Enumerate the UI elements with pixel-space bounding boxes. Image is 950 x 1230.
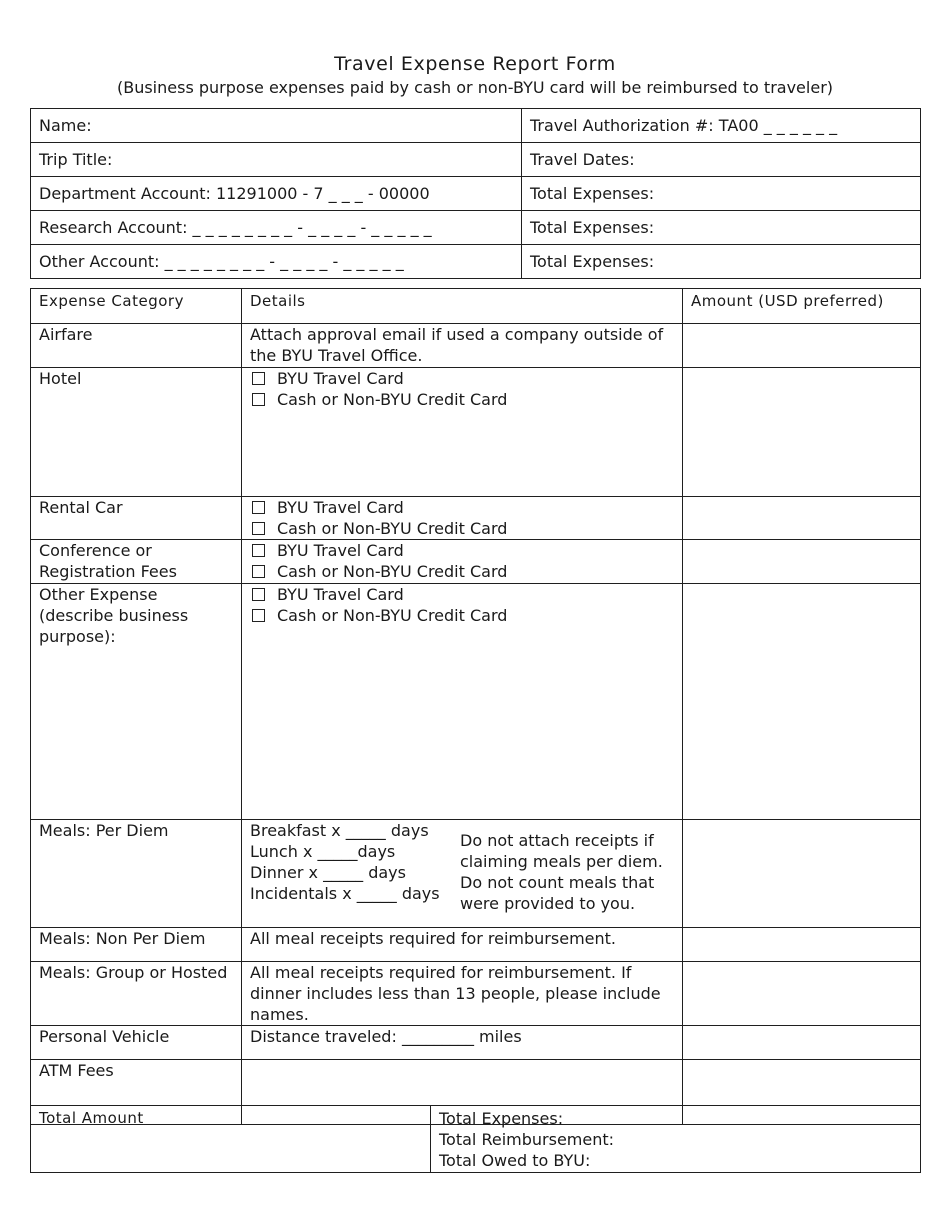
group-hosted-amount-field[interactable] — [683, 962, 921, 1026]
other-expense-details — [242, 584, 683, 820]
personal-vehicle-label: Personal Vehicle — [31, 1026, 242, 1060]
non-per-diem-details: All meal receipts required for reimbursement. — [242, 928, 683, 962]
per-diem-note-provided: Do not count meals that were provided to you. — [460, 873, 655, 913]
hotel-cash-checkbox[interactable] — [252, 393, 265, 406]
table-row — [31, 497, 921, 540]
table-row — [31, 928, 921, 962]
lunch-days-field[interactable]: Lunch x _____days — [250, 842, 396, 861]
travel-authorization-field[interactable]: Travel Authorization #: TA00 _ _ _ _ _ _ — [522, 109, 921, 143]
conference-travel-card-checkbox[interactable] — [252, 544, 265, 557]
total-expenses-field[interactable]: Total Expenses: — [439, 1109, 564, 1128]
other-account-field[interactable]: Other Account: _ _ _ _ _ _ _ _ - _ _ _ _ - _ _ _ _ _ — [31, 245, 522, 279]
hotel-travel-card-checkbox[interactable] — [252, 372, 265, 385]
other-travel-card-checkbox[interactable] — [252, 588, 265, 601]
traveler-info-table — [30, 108, 921, 279]
travel-dates-field[interactable]: Travel Dates: — [522, 143, 921, 177]
table-row — [31, 368, 921, 497]
checkbox-label: Cash or Non-BYU Credit Card — [277, 519, 508, 538]
breakfast-days-field[interactable]: Breakfast x _____ days — [250, 821, 429, 840]
checkbox-label: Cash or Non-BYU Credit Card — [277, 562, 508, 581]
table-row — [31, 820, 921, 928]
per-diem-note-receipts: Do not attach receipts if claiming meals per diem. — [460, 831, 663, 871]
checkbox-label: BYU Travel Card — [277, 369, 404, 388]
non-per-diem-label: Meals: Non Per Diem — [31, 928, 242, 962]
other-expense-label: Other Expense (describe business purpose): — [31, 584, 242, 820]
distance-traveled-field[interactable]: Distance traveled: _________ miles — [242, 1026, 683, 1060]
dinner-days-field[interactable]: Dinner x _____ days — [250, 863, 406, 882]
total-owed-field[interactable]: Total Owed to BYU: — [439, 1151, 591, 1170]
department-total-field[interactable]: Total Expenses: — [522, 177, 921, 211]
rental-car-amount-field[interactable] — [683, 497, 921, 540]
table-row — [31, 962, 921, 1026]
incidentals-days-field[interactable]: Incidentals x _____ days — [250, 884, 440, 903]
table-row — [31, 1026, 921, 1060]
conference-cash-checkbox[interactable] — [252, 565, 265, 578]
research-total-field[interactable]: Total Expenses: — [522, 211, 921, 245]
hotel-amount-field[interactable] — [683, 368, 921, 497]
airfare-details: Attach approval email if used a company outside of the BYU Travel Office. — [242, 324, 683, 368]
column-header-category: Expense Category — [31, 289, 242, 324]
total-reimbursement-field[interactable]: Total Reimbursement: — [439, 1130, 615, 1149]
totals-fields — [431, 1106, 921, 1173]
expense-table — [30, 288, 921, 1125]
trip-title-field[interactable]: Trip Title: — [31, 143, 522, 177]
total-amount-label: Total Amount — [31, 1106, 431, 1173]
per-diem-label: Meals: Per Diem — [31, 820, 242, 928]
group-hosted-details: All meal receipts required for reimbursement. If dinner includes less than 13 people, please include names. — [242, 962, 683, 1026]
per-diem-details — [242, 820, 683, 928]
airfare-label: Airfare — [31, 324, 242, 368]
table-row — [31, 324, 921, 368]
name-field[interactable]: Name: — [31, 109, 522, 143]
rental-car-label: Rental Car — [31, 497, 242, 540]
checkbox-label: BYU Travel Card — [277, 585, 404, 604]
hotel-details — [242, 368, 683, 497]
checkbox-label: Cash or Non-BYU Credit Card — [277, 390, 508, 409]
conference-amount-field[interactable] — [683, 540, 921, 584]
column-header-details: Details — [242, 289, 683, 324]
hotel-label: Hotel — [31, 368, 242, 497]
form-subtitle: (Business purpose expenses paid by cash or non-BYU card will be reimbursed to traveler) — [116, 78, 834, 97]
group-hosted-label: Meals: Group or Hosted — [31, 962, 242, 1026]
conference-details — [242, 540, 683, 584]
table-row — [31, 584, 921, 820]
research-account-field[interactable]: Research Account: _ _ _ _ _ _ _ _ - _ _ _ _ - _ _ _ _ _ — [31, 211, 522, 245]
checkbox-label: Cash or Non-BYU Credit Card — [277, 606, 508, 625]
rental-car-cash-checkbox[interactable] — [252, 522, 265, 535]
totals-table — [30, 1105, 921, 1173]
other-expense-amount-field[interactable] — [683, 584, 921, 820]
checkbox-label: BYU Travel Card — [277, 541, 404, 560]
department-account-field[interactable]: Department Account: 11291000 - 7 _ _ _ - 00000 — [31, 177, 522, 211]
rental-car-details — [242, 497, 683, 540]
other-total-field[interactable]: Total Expenses: — [522, 245, 921, 279]
personal-vehicle-amount-field[interactable] — [683, 1026, 921, 1060]
non-per-diem-amount-field[interactable] — [683, 928, 921, 962]
checkbox-label: BYU Travel Card — [277, 498, 404, 517]
per-diem-amount-field[interactable] — [683, 820, 921, 928]
atm-fees-label: ATM Fees — [31, 1060, 242, 1125]
form-title: Travel Expense Report Form — [334, 53, 616, 75]
other-cash-checkbox[interactable] — [252, 609, 265, 622]
airfare-amount-field[interactable] — [683, 324, 921, 368]
table-row — [31, 540, 921, 584]
conference-label: Conference or Registration Fees — [31, 540, 242, 584]
column-header-amount: Amount (USD preferred) — [683, 289, 921, 324]
rental-car-travel-card-checkbox[interactable] — [252, 501, 265, 514]
